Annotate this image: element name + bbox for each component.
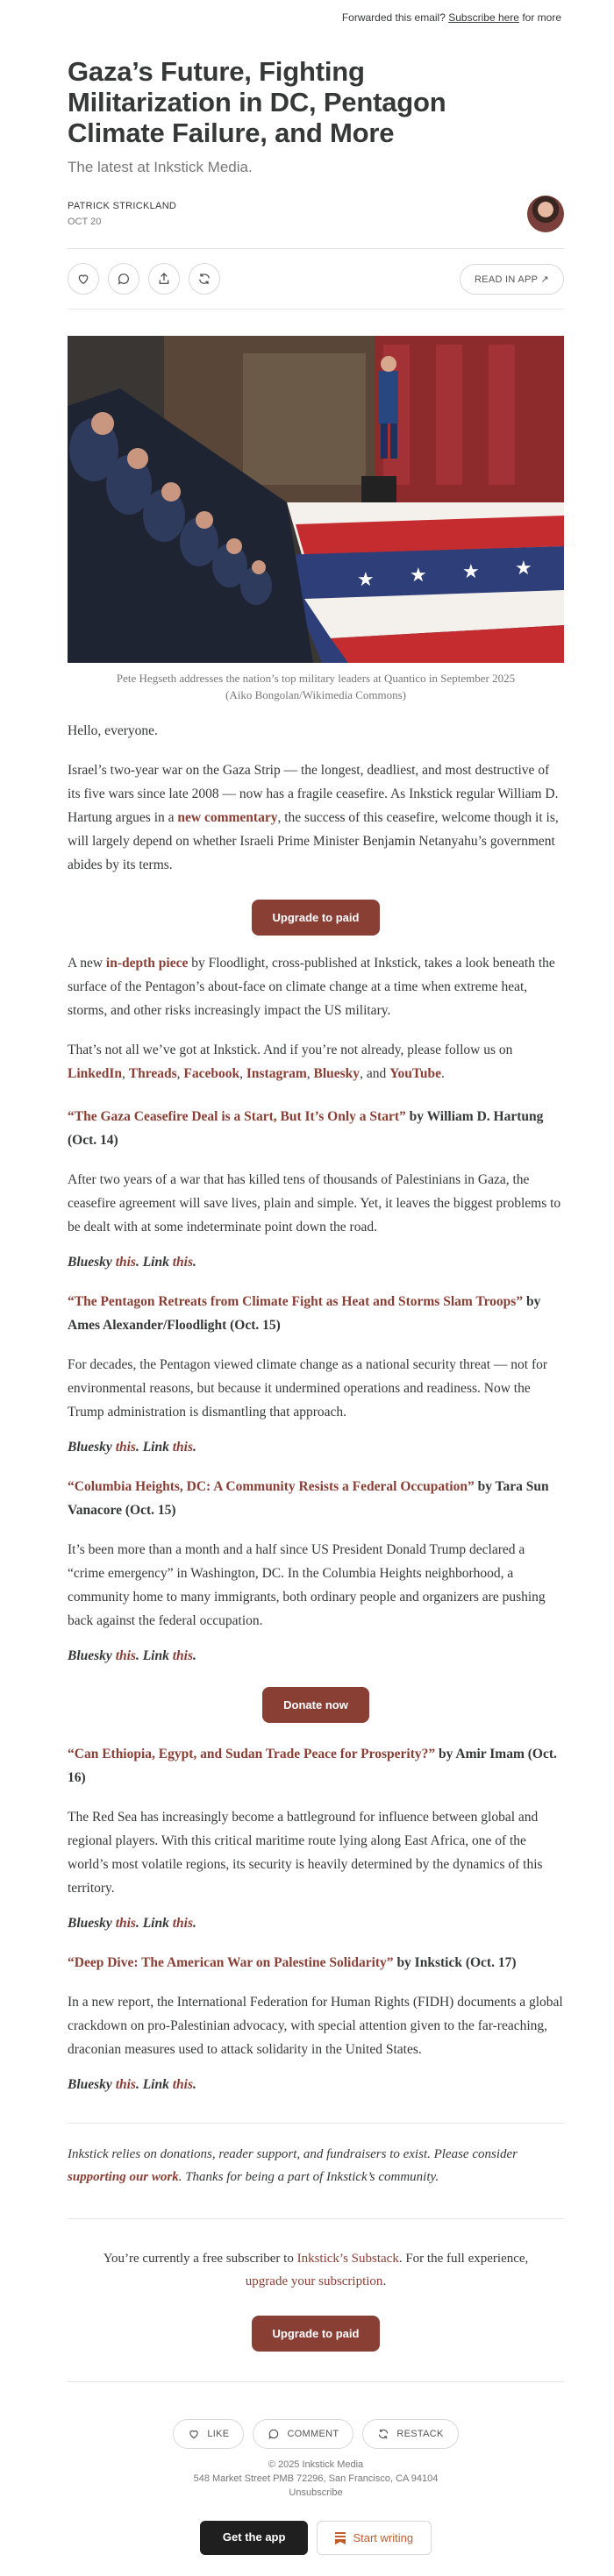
substack-icon xyxy=(335,2532,346,2544)
article-summary: After two years of a war that has killed tens of thousands of Palestinians in Gaza, the ceasefire agreement will save lives, plain and simple. Yet, it leaves the biggest problems to be dealt with at some indeterminate point down the road. xyxy=(68,1172,561,1235)
svg-text:★: ★ xyxy=(462,560,480,582)
hero-image[interactable] xyxy=(68,336,564,663)
link-share-link[interactable]: this xyxy=(172,1648,193,1663)
article-item: “The Pentagon Retreats from Climate Fight as Heat and Storms Slam Troops” by Ames Alexander/Floodlight (Oct. 15) xyxy=(68,1294,541,1333)
divider xyxy=(68,2381,564,2382)
bluesky-share-link[interactable]: this xyxy=(115,1440,136,1455)
footer-restack-button[interactable] xyxy=(362,2419,458,2449)
bluesky-share-link[interactable]: this xyxy=(115,1255,136,1270)
article-summary: In a new report, the International Federation for Human Rights (FIDH) documents a global crackdown on pro-Palestinian advocacy, with special attention given to the far-reaching, draconian measures used to attack solidarity in the United States. xyxy=(68,1995,563,2057)
hero-image-illustration xyxy=(68,336,564,663)
address-text: 548 Market Street PMB 72296, San Francisco, CA 94104 xyxy=(193,2473,439,2484)
divider xyxy=(68,2218,564,2219)
post-subtitle: The latest at Inkstick Media. xyxy=(68,159,253,175)
share-line: Bluesky this. Link this. xyxy=(68,1648,196,1663)
svg-text:★: ★ xyxy=(410,564,427,586)
article-title-link[interactable]: “Can Ethiopia, Egypt, and Sudan Trade Peace for Prosperity?” xyxy=(68,1747,436,1761)
like-button[interactable] xyxy=(68,263,99,295)
article-item: “The Gaza Ceasefire Deal is a Start, But It’s Only a Start” by William D. Hartung (Oct. 14) xyxy=(68,1109,544,1148)
footer-comment-button[interactable] xyxy=(253,2419,353,2449)
supporting-our-work-link[interactable]: supporting our work xyxy=(68,2170,179,2184)
youtube-link[interactable]: YouTube xyxy=(389,1066,441,1081)
for-more-text: for more xyxy=(522,11,561,24)
comment-icon xyxy=(117,272,131,286)
intro-paragraph-2: A new in-depth piece by Floodlight, cross-published at Inkstick, takes a look beneath the surface of the Pentagon’s about-face on climate change at a time when extreme heat, storms, and other risks increasingly impact the US military. xyxy=(68,956,555,1018)
post-title: Gaza’s Future, Fighting Militarization in DC, Pentagon Climate Failure, and More xyxy=(68,56,446,148)
instagram-link[interactable]: Instagram xyxy=(246,1066,307,1081)
article-summary: The Red Sea has increasingly become a battleground for influence between global and regional players. With this critical maritime route lying along East Africa, one of the world’s most volatile regions, its security is heavily determined by the dynamics of this territory. xyxy=(68,1810,543,1896)
closing-note: Inkstick relies on donations, reader support, and fundraisers to exist. Please consider supporting our work. Thanks for being a part of Inkstick’s community. xyxy=(68,2147,518,2184)
forwarded-text: Forwarded this email? xyxy=(341,11,446,24)
read-in-app-button[interactable]: READ IN APP ↗ xyxy=(460,264,564,295)
threads-link[interactable]: Threads xyxy=(128,1066,177,1081)
image-caption: Pete Hegseth addresses the nation’s top military leaders at Quantico in September 2025 (Aiko Bongolan/Wikimedia Commons) xyxy=(116,672,516,701)
upgrade-button[interactable]: Upgrade to paid xyxy=(252,900,381,936)
share-line: Bluesky this. Link this. xyxy=(68,1916,196,1931)
bluesky-link[interactable]: Bluesky xyxy=(313,1066,361,1081)
upgrade-button-bottom[interactable]: Upgrade to paid xyxy=(252,2316,381,2352)
article-title-link[interactable]: “The Gaza Ceasefire Deal is a Start, But It’s Only a Start” xyxy=(68,1109,406,1124)
facebook-link[interactable]: Facebook xyxy=(183,1066,240,1081)
author-name[interactable]: PATRICK STRICKLAND xyxy=(68,201,177,211)
post-meta xyxy=(68,194,564,234)
share-line: Bluesky this. Link this. xyxy=(68,1440,196,1455)
restack-button[interactable] xyxy=(189,263,220,295)
footer-actions xyxy=(68,2419,564,2449)
start-writing-button[interactable] xyxy=(317,2521,432,2555)
divider xyxy=(68,2123,564,2124)
footer-like-button[interactable] xyxy=(173,2419,244,2449)
restack-label: RESTACK xyxy=(396,2429,444,2439)
action-bar xyxy=(68,248,564,310)
avatar[interactable] xyxy=(527,196,564,232)
share-line: Bluesky this. Link this. xyxy=(68,2077,196,2092)
in-depth-piece-link[interactable]: in-depth piece xyxy=(105,956,189,971)
linkedin-link[interactable]: LinkedIn xyxy=(68,1066,123,1081)
comment-button[interactable] xyxy=(108,263,139,295)
free-subscriber-note: You’re currently a free subscriber to Inkstick’s Substack. For the full experience, upgrade your subscription. xyxy=(103,2252,529,2288)
start-writing-label: Start writing xyxy=(353,2531,414,2544)
restack-icon xyxy=(377,2428,389,2440)
restack-icon xyxy=(197,272,211,286)
article-summary: For decades, the Pentagon viewed climate change as a national security threat — not for environmental reasons, but because it undermined operations and readiness. Now the Trump administration is dismantling that approach. xyxy=(68,1357,548,1420)
get-app-button[interactable]: Get the app xyxy=(200,2521,309,2555)
svg-text:★: ★ xyxy=(515,557,532,579)
footer-app-row xyxy=(68,2521,564,2555)
forwarded-bar xyxy=(0,0,614,35)
article-title-link[interactable]: “The Pentagon Retreats from Climate Fight as Heat and Storms Slam Troops” xyxy=(68,1294,524,1309)
footer-copyright xyxy=(68,2458,564,2500)
donate-button[interactable]: Donate now xyxy=(262,1687,369,1723)
heart-icon xyxy=(76,272,90,286)
bluesky-share-link[interactable]: this xyxy=(115,1648,136,1663)
heart-icon xyxy=(188,2428,200,2440)
link-share-link[interactable]: this xyxy=(172,1440,193,1455)
comment-icon xyxy=(268,2428,280,2440)
article-item: “Columbia Heights, DC: A Community Resists a Federal Occupation” by Tara Sun Vanacore (Oct. 15) xyxy=(68,1479,549,1518)
unsubscribe-link[interactable]: Unsubscribe xyxy=(289,2487,343,2498)
like-label: LIKE xyxy=(207,2429,230,2439)
comment-label: COMMENT xyxy=(287,2429,339,2439)
share-icon xyxy=(157,272,171,286)
article-item: “Deep Dive: The American War on Palestine Solidarity” by Inkstick (Oct. 17) xyxy=(68,1955,517,1970)
substack-link[interactable]: Inkstick’s Substack xyxy=(296,2252,399,2266)
svg-text:★: ★ xyxy=(357,568,375,590)
share-line: Bluesky this. Link this. xyxy=(68,1255,196,1270)
article-title-link[interactable]: “Columbia Heights, DC: A Community Resists a Federal Occupation” xyxy=(68,1479,475,1494)
copyright-text: © 2025 Inkstick Media xyxy=(268,2459,364,2470)
link-share-link[interactable]: this xyxy=(172,1255,193,1270)
intro-paragraph-1: Israel’s two-year war on the Gaza Strip — the longest, deadliest, and most destructive of its five wars since late 2008 — now has a fragile ceasefire. As Inkstick regular William D. Hartung argues in a new commentary, the success of this ceasefire, welcome though it is, will largely depend on whether Israeli Prime Minister Benjamin Netanyahu’s government abides by its terms. xyxy=(68,763,559,872)
share-button[interactable] xyxy=(148,263,180,295)
article-summary: It’s been more than a month and a half since US President Donald Trump declared a “crime emergency” in Washington, DC. In the Columbia Heights neighborhood, a community home to many immigrants, both ordinary people and organizers are pushing back against the federal occupation. xyxy=(68,1542,546,1628)
link-share-link[interactable]: this xyxy=(172,1916,193,1931)
article-title-link[interactable]: “Deep Dive: The American War on Palestine Solidarity” xyxy=(68,1955,394,1970)
upgrade-subscription-link[interactable]: upgrade your subscription xyxy=(245,2274,383,2288)
article-item: “Can Ethiopia, Egypt, and Sudan Trade Peace for Prosperity?” by Amir Imam (Oct. 16) xyxy=(68,1747,557,1785)
subscribe-link[interactable]: Subscribe here xyxy=(448,11,519,24)
greeting: Hello, everyone. xyxy=(68,723,158,738)
bluesky-share-link[interactable]: this xyxy=(115,2077,136,2092)
intro-paragraph-3: That’s not all we’ve got at Inkstick. And if you’re not already, please follow us on LinkedIn, Threads, Facebook, Instagram, Bluesky, and YouTube. xyxy=(68,1042,513,1081)
link-share-link[interactable]: this xyxy=(172,2077,193,2092)
post-date: OCT 20 xyxy=(68,217,102,227)
bluesky-share-link[interactable]: this xyxy=(115,1916,136,1931)
new-commentary-link[interactable]: new commentary xyxy=(177,810,278,825)
